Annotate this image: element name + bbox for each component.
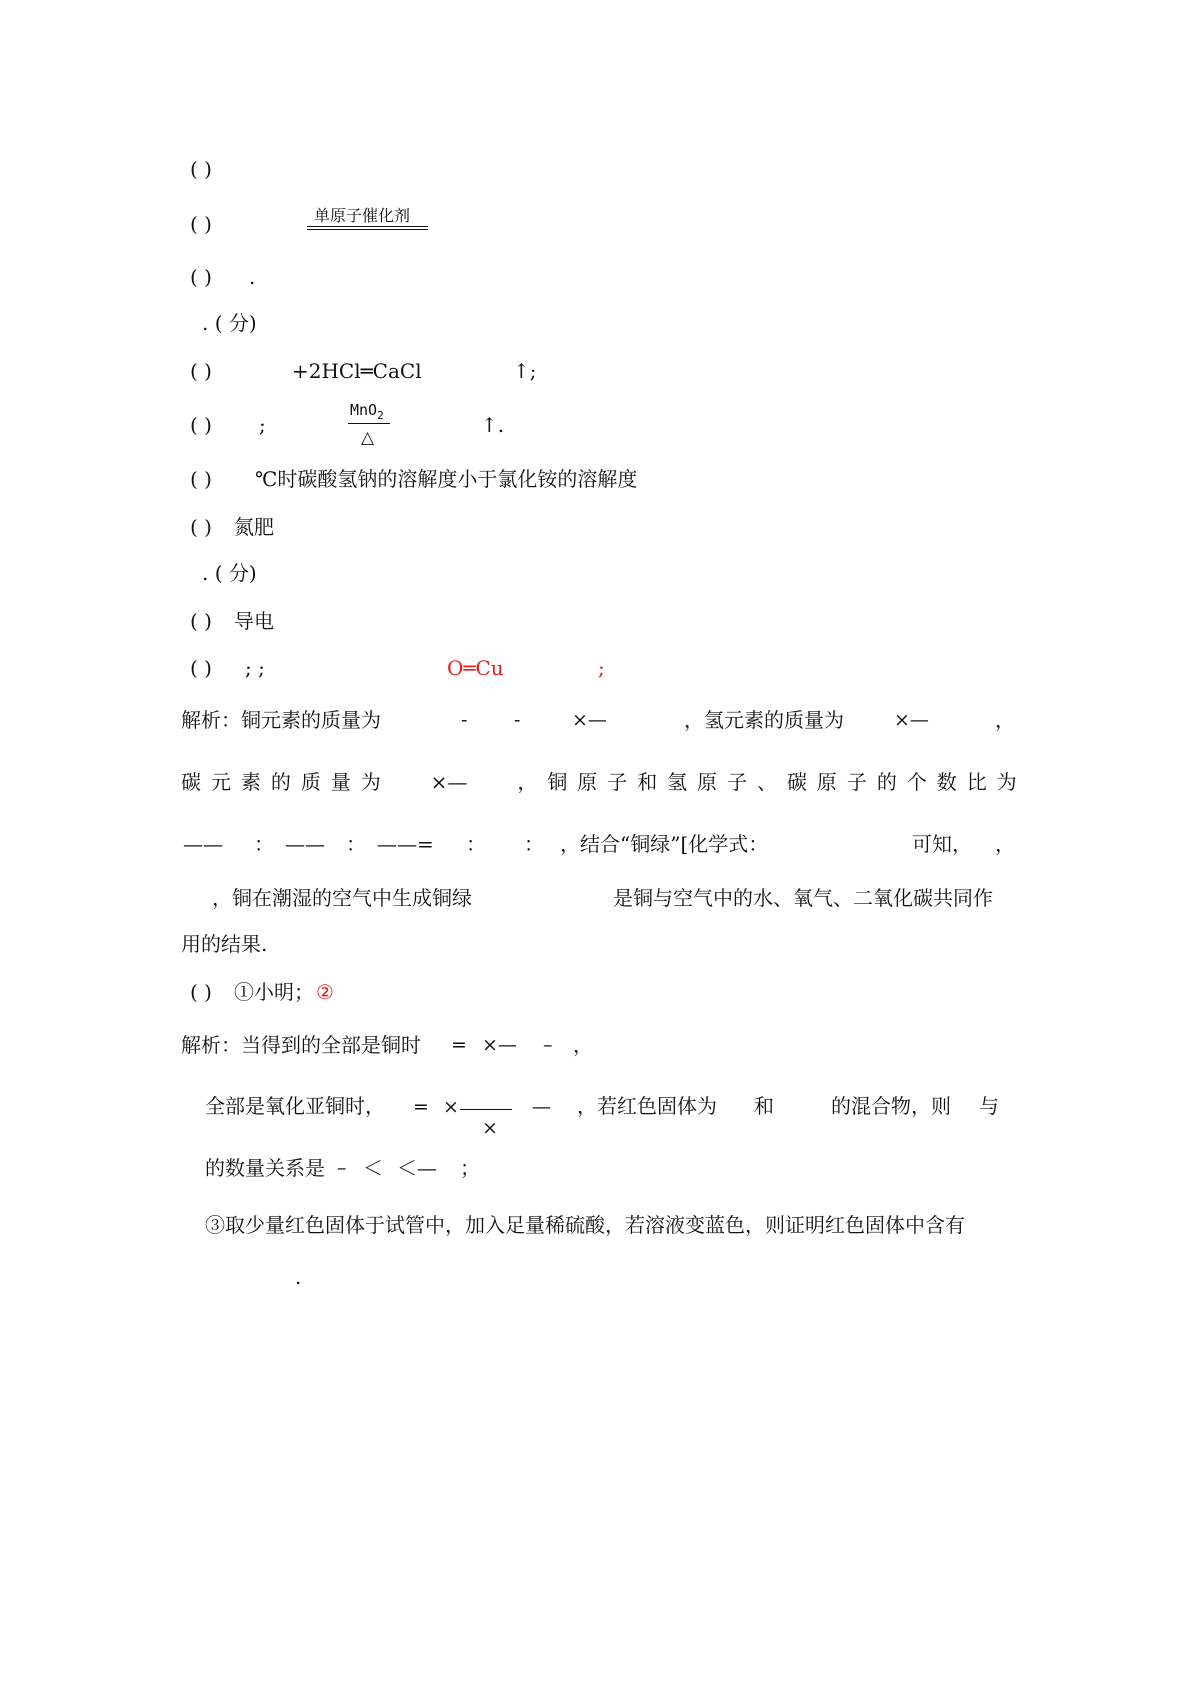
- analysis-text: 解析：铜元素的质量为: [181, 708, 381, 732]
- char: 原: [697, 770, 718, 794]
- char: 量: [330, 770, 351, 794]
- item-number-paren: ( ): [190, 359, 212, 383]
- char: 碳: [786, 770, 807, 794]
- chemical-equation: +2HCl═CaCl: [292, 359, 422, 383]
- math-symbol: ×: [443, 1096, 459, 1118]
- semicolon: ;: [259, 413, 266, 437]
- math-symbol: ×: [482, 1117, 498, 1139]
- fraction-bar: [460, 1109, 512, 1110]
- char: 素: [240, 770, 261, 794]
- comma: ，: [573, 1033, 593, 1057]
- fraction-bar-text: ——: [183, 832, 223, 856]
- char: 子: [607, 770, 628, 794]
- item-number-paren: ( ): [190, 467, 212, 491]
- char: 和: [637, 770, 658, 794]
- char: 碳: [181, 770, 201, 794]
- item-number-paren: ( ): [190, 265, 212, 289]
- analysis-text: 用的结果.: [181, 932, 268, 956]
- char: 质: [300, 770, 321, 794]
- analysis-text: 可知，: [912, 832, 972, 856]
- catalyst-underline: [307, 229, 428, 230]
- comma: ，: [995, 708, 1015, 732]
- item-number-paren: ( ): [190, 656, 212, 680]
- math-symbol: ×—: [482, 1034, 517, 1056]
- fraction-bar-text: ——=: [377, 832, 434, 856]
- char: 原: [816, 770, 837, 794]
- question-heading: . ( 分): [202, 561, 257, 585]
- item-number-paren: ( ): [190, 980, 212, 1004]
- char: 为: [996, 770, 1017, 794]
- analysis-text: 与: [979, 1094, 999, 1118]
- ratio-colon: ：: [254, 832, 274, 856]
- char: 、: [757, 770, 778, 794]
- catalyst-label: 单原子催化剂: [314, 206, 411, 225]
- char: 个: [906, 770, 927, 794]
- answer-text: 氮肥: [234, 515, 274, 539]
- char: 的: [270, 770, 291, 794]
- math-symbol: ×—: [430, 770, 468, 794]
- analysis-text: 和: [754, 1094, 774, 1118]
- ratio-colon: ：: [524, 832, 544, 856]
- item-number-paren: ( ): [190, 609, 212, 633]
- analysis-text: ，铜在潮湿的空气中生成铜绿: [212, 886, 472, 910]
- math-symbol: –: [337, 1157, 347, 1179]
- analysis-text: 是铜与空气中的水、氧气、二氧化碳共同作: [613, 886, 993, 910]
- char: 原: [577, 770, 598, 794]
- math-symbol: ＜—: [397, 1156, 437, 1180]
- analysis-text: ③取少量红色固体于试管中，加入足量稀硫酸，若溶液变蓝色，则证明红色固体中含有: [205, 1213, 965, 1237]
- analysis-text: ，结合“铜绿”[化学式：: [560, 832, 769, 856]
- item-number-paren: ( ): [190, 157, 212, 181]
- char: 氢: [667, 770, 688, 794]
- char: 数: [936, 770, 957, 794]
- semicolon-red: ;: [598, 656, 605, 680]
- analysis-text: ，若红色固体为: [577, 1094, 717, 1118]
- math-symbol: ×—: [894, 709, 929, 731]
- fraction-bar-text: ——: [285, 832, 325, 856]
- period-mark: .: [249, 265, 256, 289]
- comma: ，: [517, 770, 538, 794]
- math-symbol: =: [451, 1034, 467, 1056]
- math-symbol: -: [461, 709, 468, 731]
- answer-marker-red: ②: [316, 980, 334, 1004]
- semicolon: ；: [460, 1156, 480, 1180]
- analysis-text: 解析：当得到的全部是铜时: [181, 1033, 421, 1057]
- semicolons: ; ;: [245, 656, 265, 680]
- char: 元: [210, 770, 231, 794]
- char: 铜: [547, 770, 568, 794]
- math-symbol: -: [514, 709, 521, 731]
- char: 子: [846, 770, 867, 794]
- analysis-text: 的数量关系是: [205, 1156, 325, 1180]
- analysis-text: 全部是氧化亚铜时，: [205, 1094, 385, 1118]
- item-number-paren: ( ): [190, 515, 212, 539]
- analysis-text: ，氢元素的质量为: [684, 708, 844, 732]
- char: 比: [966, 770, 987, 794]
- math-symbol: –: [543, 1034, 553, 1056]
- reaction-condition-catalyst: MnO$_2$: [350, 401, 384, 422]
- gas-arrow: ↑;: [513, 359, 537, 383]
- reaction-condition-bar: [348, 423, 390, 424]
- char: 的: [876, 770, 897, 794]
- math-symbol: ＜: [363, 1156, 383, 1180]
- answer-text: 导电: [234, 609, 274, 633]
- comma: ，: [995, 832, 1015, 856]
- gas-arrow: ↑.: [481, 413, 505, 437]
- structure-fragment: O═Cu: [447, 656, 504, 680]
- ratio-colon: ：: [346, 832, 366, 856]
- period-mark: .: [295, 1265, 302, 1289]
- math-symbol: ×—: [572, 709, 607, 731]
- answer-text: ℃时碳酸氢钠的溶解度小于氯化铵的溶解度: [255, 467, 638, 491]
- heat-symbol: △: [361, 428, 375, 448]
- item-number-paren: ( ): [190, 212, 212, 236]
- char: 为: [360, 770, 381, 794]
- ratio-colon: ：: [466, 832, 486, 856]
- char: 子: [727, 770, 748, 794]
- math-symbol: —: [532, 1096, 551, 1118]
- math-symbol: =: [413, 1096, 429, 1118]
- analysis-justified-line: [181, 770, 1017, 794]
- analysis-text: 的混合物，则: [831, 1094, 951, 1118]
- question-heading: . ( 分): [202, 311, 257, 335]
- item-number-paren: ( ): [190, 413, 212, 437]
- answer-text: ①小明；: [234, 980, 314, 1004]
- catalyst-underline: [307, 226, 428, 227]
